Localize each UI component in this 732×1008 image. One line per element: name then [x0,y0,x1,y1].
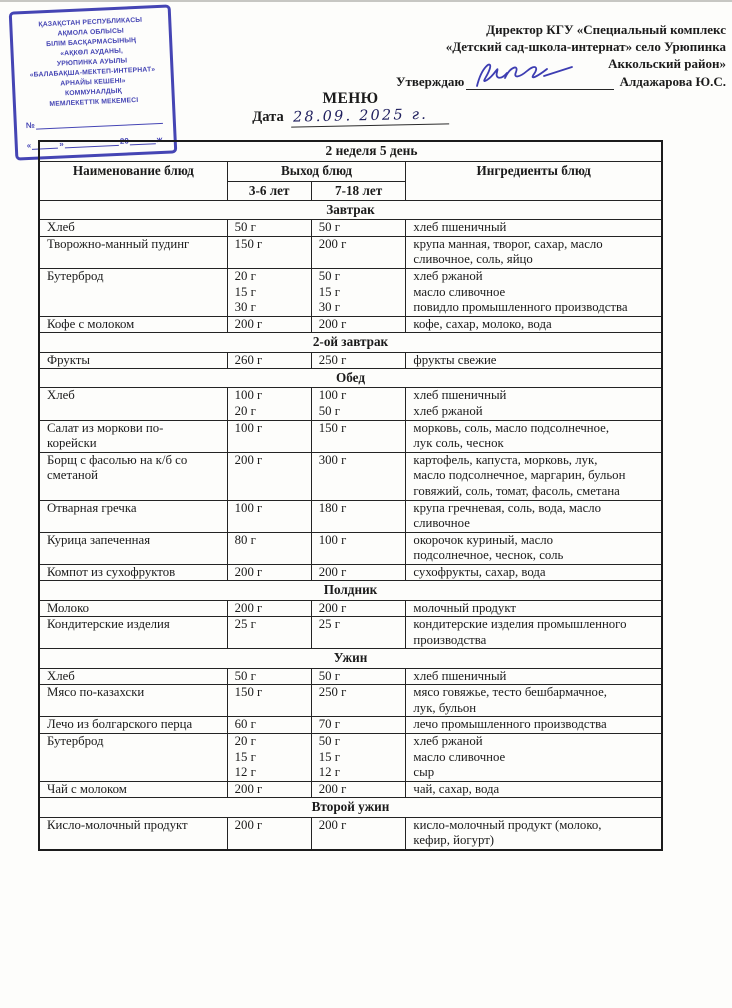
dish-row [39,532,662,564]
date-line [38,108,663,126]
portion-3-6-cell: 260 г [227,352,311,369]
portion-7-18-cell: 200 г [311,316,406,333]
ingredients-cell: хлеб ржаной масло сливочное повидло промышленного производства [406,268,662,316]
portion-7-18-cell: 100 г [311,532,406,564]
portion-3-6-cell: 200 г [227,600,311,617]
dish-row [39,685,662,717]
dish-row [39,236,662,268]
ingredients-cell: картофель, капуста, морковь, лук, масло подсолнечное, маргарин, бульон говяжий, соль, томат, фасоль, сметана [406,452,662,500]
meal-section-title: 2-ой завтрак [39,333,662,352]
portion-3-6-cell: 80 г [227,532,311,564]
ingredients-cell: крупа гречневая, соль, вода, масло сливочное [406,500,662,532]
portion-7-18-cell: 70 г [311,717,406,734]
portion-3-6-cell: 200 г [227,316,311,333]
stamp-number-prefix: № [25,120,36,131]
portion-3-6-cell: 60 г [227,717,311,734]
meal-section-row [39,201,662,220]
portion-7-18-cell: 150 г [311,420,406,452]
menu-table [38,140,663,851]
column-header-row-1 [39,162,662,182]
dish-row [39,420,662,452]
col-header-ingredients: Ингредиенты блюд [406,162,662,201]
dish-row [39,781,662,798]
stamp-line: «БАЛАБАҚША-МЕКТЕП-ИНТЕРНАТ» [29,66,156,79]
ingredients-cell: мясо говяжье, тесто бешбармачное, лук, бульон [406,685,662,717]
dish-name-cell: Курица запеченная [39,532,227,564]
portion-3-6-cell: 25 г [227,617,311,649]
portion-3-6-cell: 100 г [227,420,311,452]
ingredients-cell: хлеб ржаной масло сливочное сыр [406,734,662,782]
week-day-header: 2 неделя 5 день [39,141,662,162]
dish-row [39,452,662,500]
scan-edge [0,0,732,2]
approval-block [396,21,726,90]
ingredients-cell: молочный продукт [406,600,662,617]
meal-section-row [39,369,662,388]
ingredients-cell: лечо промышленного производства [406,717,662,734]
portion-7-18-cell: 100 г 50 г [311,388,406,420]
meal-section-title: Завтрак [39,201,662,220]
stamp-line: «АҚКӨЛ АУДАНЫ, [60,47,124,58]
portion-7-18-cell: 200 г [311,817,406,850]
signature-line [466,74,614,90]
stamp-close-quote: » [59,139,64,149]
stamp-line: ҚАЗАҚСТАН РЕСПУБЛИКАСЫ [38,16,143,29]
dish-row [39,352,662,369]
ingredients-cell: хлеб пшеничный [406,220,662,237]
col-header-age-7-18: 7-18 лет [311,181,406,201]
dish-name-cell: Кофе с молоком [39,316,227,333]
dish-name-cell: Молоко [39,600,227,617]
meal-section-title: Второй ужин [39,798,662,817]
dish-name-cell: Компот из сухофруктов [39,564,227,581]
portion-3-6-cell: 150 г [227,685,311,717]
week-day-row [39,141,662,162]
date-label: Дата [252,109,284,125]
director-line-3: Аккольский район» [608,56,726,72]
portion-7-18-cell: 180 г [311,500,406,532]
dish-row [39,617,662,649]
director-line-1: Директор КГУ «Специальный комплекс [486,22,726,37]
portion-7-18-cell: 300 г [311,452,406,500]
dish-row [39,220,662,237]
dish-row [39,734,662,782]
stamp-open-quote: « [26,140,32,151]
portion-7-18-cell: 200 г [311,600,406,617]
stamp-line: АРНАЙЫ КЕШЕНІ» [60,77,126,88]
dish-row [39,268,662,316]
dish-name-cell: Лечо из болгарского перца [39,717,227,734]
menu-title: МЕНЮ [322,90,379,107]
portion-7-18-cell: 200 г [311,564,406,581]
stamp-line: АҚМОЛА ОБЛЫСЫ [57,27,125,38]
dish-name-cell: Хлеб [39,388,227,420]
dish-name-cell: Хлеб [39,668,227,685]
meal-section-row [39,333,662,352]
col-header-dish-name: Наименование блюд [39,162,227,201]
approver-name: Алдажарова Ю.С. [619,73,726,89]
dish-row [39,668,662,685]
portion-7-18-cell: 200 г [311,236,406,268]
portion-3-6-cell: 200 г [227,564,311,581]
signature-icon [470,58,582,92]
official-stamp [9,4,178,160]
dish-name-cell: Бутерброд [39,268,227,316]
ingredients-cell: хлеб пшеничный [406,668,662,685]
ingredients-cell: хлеб пшеничный хлеб ржаной [406,388,662,420]
stamp-year-suffix: ж. [156,134,165,145]
dish-row [39,817,662,850]
ingredients-cell: сухофрукты, сахар, вода [406,564,662,581]
meal-section-row [39,798,662,817]
meal-section-title: Обед [39,369,662,388]
ingredients-cell: фрукты свежие [406,352,662,369]
dish-name-cell: Фрукты [39,352,227,369]
col-header-age-3-6: 3-6 лет [227,181,311,201]
ingredients-cell: морковь, соль, масло подсолнечное, лук соль, чеснок [406,420,662,452]
portion-3-6-cell: 50 г [227,668,311,685]
portion-7-18-cell: 50 г [311,668,406,685]
portion-3-6-cell: 100 г [227,500,311,532]
dish-row [39,717,662,734]
dish-name-cell: Кисло-молочный продукт [39,817,227,850]
stamp-line: УРЮПИНКА АУЫЛЫ [56,57,128,68]
dish-name-cell: Кондитерские изделия [39,617,227,649]
stamp-line: МЕМЛЕКЕТТІК МЕКЕМЕСІ [49,96,139,108]
dish-row [39,600,662,617]
portion-7-18-cell: 50 г 15 г 12 г [311,734,406,782]
dish-name-cell: Хлеб [39,220,227,237]
portion-7-18-cell: 50 г 15 г 30 г [311,268,406,316]
ingredients-cell: чай, сахар, вода [406,781,662,798]
portion-3-6-cell: 150 г [227,236,311,268]
meal-section-row [39,649,662,668]
meal-section-title: Ужин [39,649,662,668]
portion-3-6-cell: 20 г 15 г 30 г [227,268,311,316]
dish-name-cell: Чай с молоком [39,781,227,798]
portion-3-6-cell: 50 г [227,220,311,237]
dish-name-cell: Бутерброд [39,734,227,782]
ingredients-cell: крупа манная, творог, сахар, масло сливочное, соль, яйцо [406,236,662,268]
dish-name-cell: Мясо по-казахски [39,685,227,717]
col-header-output: Выход блюд [227,162,406,182]
dish-row [39,316,662,333]
dish-name-cell: Отварная гречка [39,500,227,532]
dish-row [39,564,662,581]
ingredients-cell: кофе, сахар, молоко, вода [406,316,662,333]
portion-7-18-cell: 250 г [311,685,406,717]
stamp-line: КОММУНАЛДЫҚ [64,87,123,98]
dish-name-cell: Творожно-манный пудинг [39,236,227,268]
dish-row [39,500,662,532]
date-handwritten-value: 28.09. 2025 г. [291,106,449,127]
meal-section-row [39,581,662,600]
ingredients-cell: кисло-молочный продукт (молоко, кефир, йогурт) [406,817,662,850]
portion-3-6-cell: 200 г [227,452,311,500]
meal-section-title: Полдник [39,581,662,600]
portion-3-6-cell: 20 г 15 г 12 г [227,734,311,782]
stamp-year-prefix: 20 [119,136,129,146]
approve-label: Утверждаю [395,73,465,89]
menu-table-body [39,141,662,850]
portion-3-6-cell: 200 г [227,781,311,798]
portion-3-6-cell: 200 г [227,817,311,850]
stamp-line: БІЛІМ БАСҚАРМАСЫНЫҢ [46,37,137,49]
dish-name-cell: Салат из моркови по- корейски [39,420,227,452]
ingredients-cell: окорочок куриный, масло подсолнечное, чеснок, соль [406,532,662,564]
director-line-2: «Детский сад-школа-интернат» село Урюпинка [445,39,726,55]
portion-7-18-cell: 25 г [311,617,406,649]
portion-7-18-cell: 50 г [311,220,406,237]
dish-name-cell: Борщ с фасолью на к/б со сметаной [39,452,227,500]
portion-3-6-cell: 100 г 20 г [227,388,311,420]
dish-row [39,388,662,420]
portion-7-18-cell: 200 г [311,781,406,798]
approve-row [396,73,726,90]
portion-7-18-cell: 250 г [311,352,406,369]
ingredients-cell: кондитерские изделия промышленного производства [406,617,662,649]
